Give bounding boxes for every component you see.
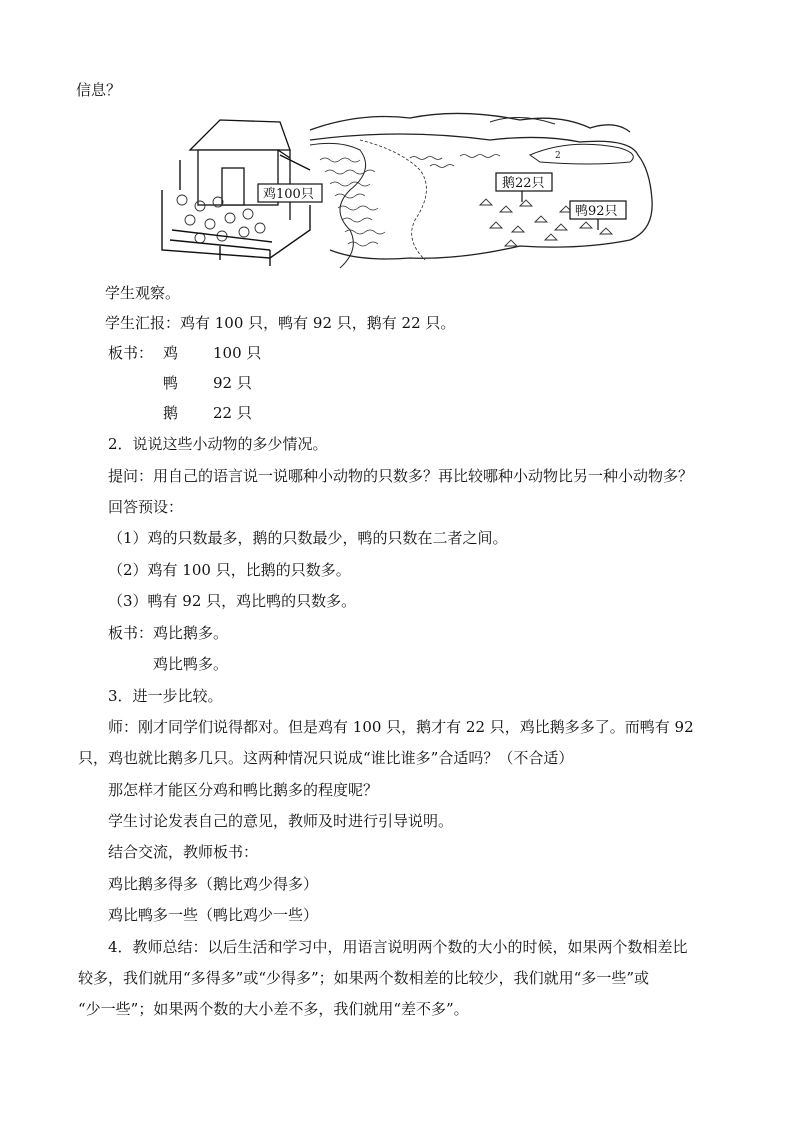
text-line: （2）鸡有 100 只，比鹅的只数多。 xyxy=(108,561,351,579)
text-line: （1）鸡的只数最多，鹅的只数最少，鸭的只数在二者之间。 xyxy=(108,529,508,547)
board-count: 92 只 xyxy=(213,374,252,392)
section-heading: 3．进一步比较。 xyxy=(108,687,223,705)
chicken-sign xyxy=(258,184,322,220)
text-line: 信息？ xyxy=(76,81,122,99)
text-line: 鸡比鸭多一些（鸭比鸡少一些） xyxy=(108,906,319,924)
text-line: 师：刚才同学们说得都对。但是鸡有 100 只，鹅才有 22 只，鸡比鹅多多了。而鸭有 92 xyxy=(108,718,694,736)
text-line: 鸡比鹅多得多（鹅比鸡少得多） xyxy=(108,875,319,893)
farm-illustration xyxy=(160,110,660,272)
text-line: 板书：鸡比鹅多。 xyxy=(108,624,229,642)
chicken-sign-label: 鸡100只 xyxy=(263,187,314,202)
board-animal: 鹅 xyxy=(163,404,179,422)
board-count: 100 只 xyxy=(213,344,262,362)
text-line: 提问：用自己的语言说一说哪种小动物的只数多？再比较哪种小动物比另一种小动物多？ xyxy=(108,467,694,485)
text-line: 学生讨论发表自己的意见，教师及时进行引导说明。 xyxy=(108,812,454,830)
board-animal: 鸡 xyxy=(163,344,179,362)
section-heading: 4．教师总结：以后生活和学习中，用语言说明两个数的大小的时候，如果两个数相差比 xyxy=(108,938,688,956)
text-line: 学生观察。 xyxy=(105,284,181,302)
duck-sign xyxy=(570,201,626,230)
goose-sign-label: 鹅22只 xyxy=(502,176,545,191)
board-label: 板书： xyxy=(108,344,154,362)
text-line: 较多，我们就用“多得多”或“少得多”；如果两个数相差的比较少，我们就用“多一些”或 xyxy=(78,969,650,987)
svg-text:2: 2 xyxy=(555,151,561,161)
text-line: 学生汇报：鸡有 100 只，鸭有 92 只，鹅有 22 只。 xyxy=(105,314,456,332)
text-line: 只，鸡也就比鹅多几只。这两种情况只说成“谁比谁多”合适吗？（不合适） xyxy=(78,749,574,767)
board-count: 22 只 xyxy=(213,404,252,422)
text-line: 那怎样才能区分鸡和鸭比鹅多的程度呢？ xyxy=(108,781,379,799)
text-line: （3）鸭有 92 只，鸡比鸭的只数多。 xyxy=(108,592,357,610)
text-line: 结合交流，教师板书： xyxy=(108,843,259,861)
duck-sign-label: 鸭92只 xyxy=(575,204,618,219)
goose-sign xyxy=(496,173,552,202)
text-line: 鸡比鸭多。 xyxy=(153,655,229,673)
text-line: “少一些”；如果两个数的大小差不多，我们就用“差不多”。 xyxy=(78,1000,469,1018)
text-line: 回答预设： xyxy=(108,498,184,516)
board-animal: 鸭 xyxy=(163,374,179,392)
farm-scene-drawing xyxy=(160,110,660,272)
section-heading: 2．说说这些小动物的多少情况。 xyxy=(108,435,328,453)
